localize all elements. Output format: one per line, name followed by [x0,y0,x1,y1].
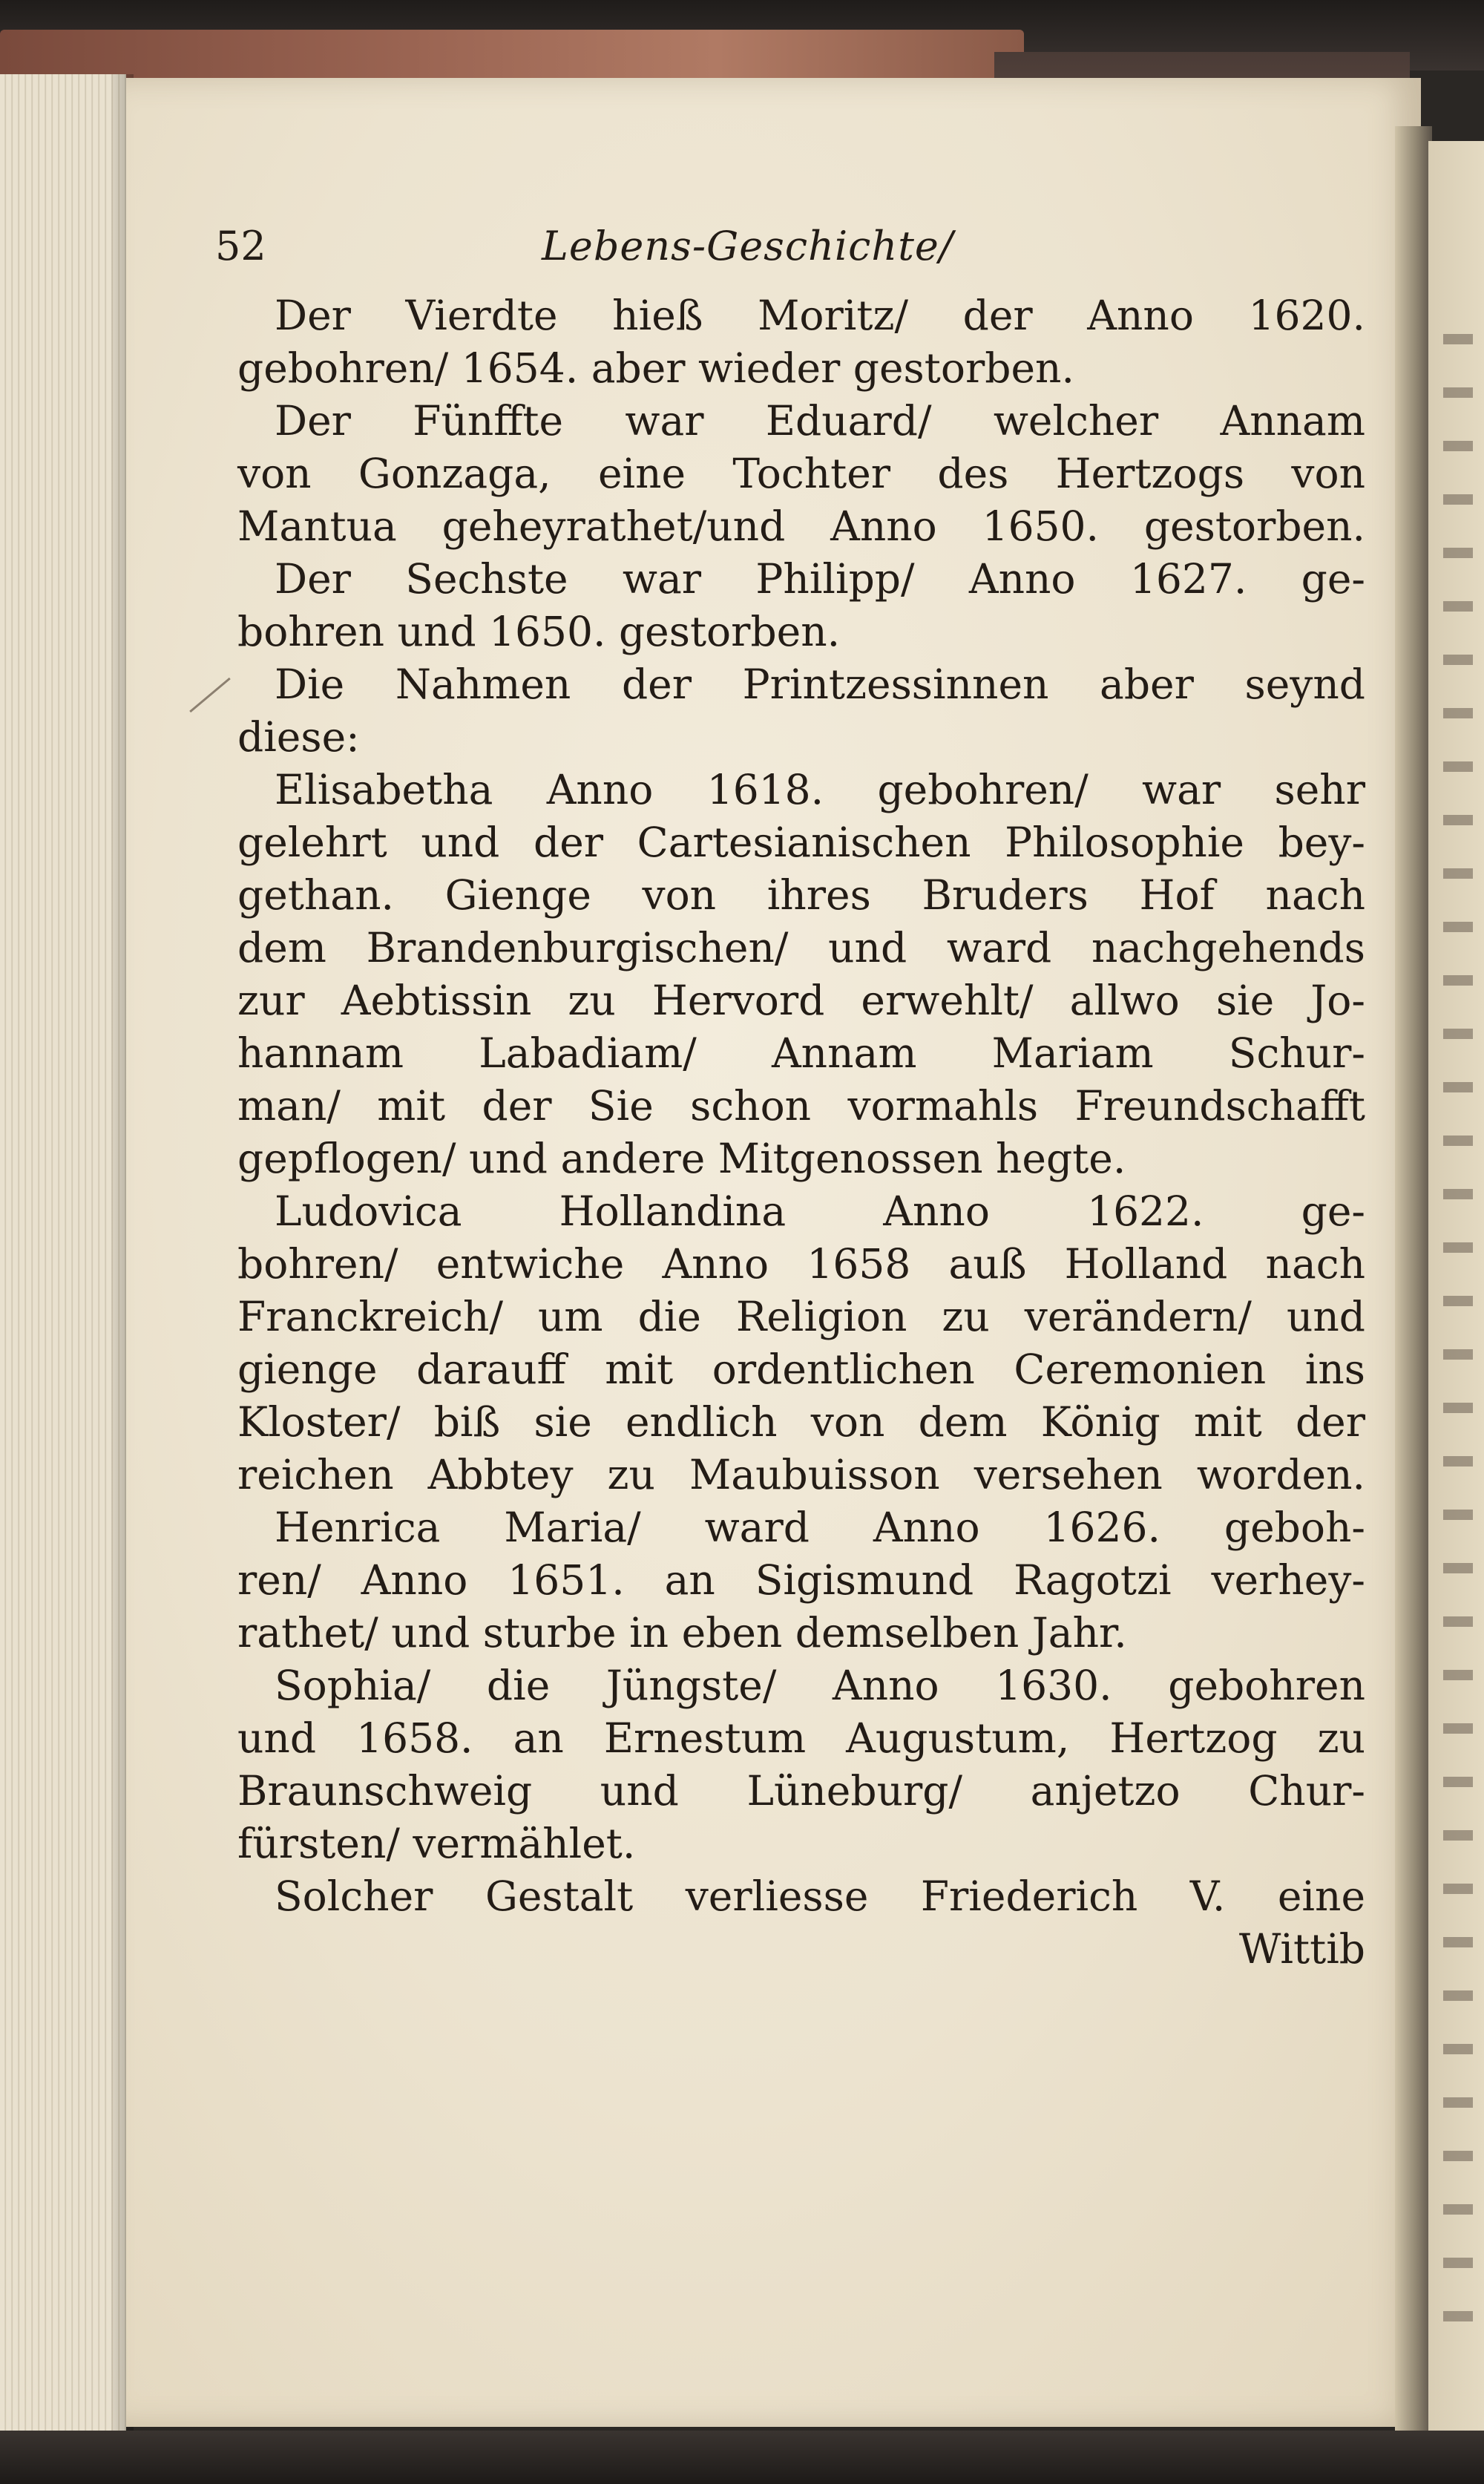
binding-bottom [0,2431,1484,2484]
text-line: hannam Labadiam/ Annam Mariam Schur- [237,1029,1365,1077]
text-line: Franckreich/ um die Religion zu verändern/ und [237,1293,1365,1340]
text-line: Der Sechste war Philipp/ Anno 1627. ge- [275,555,1365,603]
gutter-shadow [1395,126,1432,2442]
text-line: Der Vierdte hieß Moritz/ der Anno 1620. [275,292,1365,339]
text-line: Braunschweig und Lüneburg/ anjetzo Chur- [237,1767,1365,1815]
text-line: von Gonzaga, eine Tochter des Hertzogs von [237,450,1365,497]
text-line: Der Fünffte war Eduard/ welcher Annam [275,397,1365,445]
text-line: Kloster/ biß sie endlich von dem König mit der [237,1398,1365,1446]
text-line: Ludovica Hollandina Anno 1622. ge- [275,1187,1365,1235]
text-line: bohren und 1650. gestorben. [237,608,841,655]
body-lines [237,289,1365,1923]
text-line: Mantua geheyrathet/und Anno 1650. gestorben. [237,502,1365,550]
text-line: gebohren/ 1654. aber wieder gestorben. [237,344,1074,392]
cover-board-edge [0,30,1024,85]
text-line: rathet/ und sturbe in eben demselben Jahr. [237,1609,1127,1656]
text-line: dem Brandenburgischen/ und ward nachgehends [237,924,1365,971]
text-line: diese: [237,713,360,761]
text-line: Henrica Maria/ ward Anno 1626. geboh- [275,1504,1365,1551]
catchword: Wittib [1238,1925,1365,1973]
text-line: man/ mit der Sie schon vormahls Freundschafft [237,1082,1365,1130]
text-line: Sophia/ die Jüngste/ Anno 1630. gebohren [275,1662,1365,1709]
text-line: Solcher Gestalt verliesse Friederich V. eine [275,1872,1365,1920]
text-line: Die Nahmen der Printzessinnen aber seynd [275,661,1365,708]
text-line: gelehrt und der Cartesianischen Philosophie bey- [237,819,1365,866]
facing-page-text-edge [1443,334,1473,2338]
page-block-edges [0,74,126,2434]
page-number: 52 [215,223,266,269]
text-line: reichen Abbtey zu Maubuisson versehen worden. [237,1451,1365,1498]
text-line: und 1658. an Ernestum Augustum, Hertzog zu [237,1714,1365,1762]
page-text-block [215,223,1365,1976]
text-line: fürsten/ vermählet. [237,1820,636,1867]
running-head: Lebens-Geschichte/ [542,223,954,269]
text-line: bohren/ entwiche Anno 1658 auß Holland nach [237,1240,1365,1288]
text-line: zur Aebtissin zu Hervord erwehlt/ allwo sie Jo- [237,977,1365,1024]
text-line: Elisabetha Anno 1618. gebohren/ war sehr [275,766,1365,813]
text-line: gienge darauff mit ordentlichen Ceremonien ins [237,1346,1365,1393]
text-line: ren/ Anno 1651. an Sigismund Ragotzi verhey- [237,1556,1365,1604]
text-line: gepflogen/ und andere Mitgenossen hegte. [237,1135,1126,1182]
page-header [215,223,1365,289]
text-line: gethan. Gienge von ihres Bruders Hof nach [237,871,1365,919]
